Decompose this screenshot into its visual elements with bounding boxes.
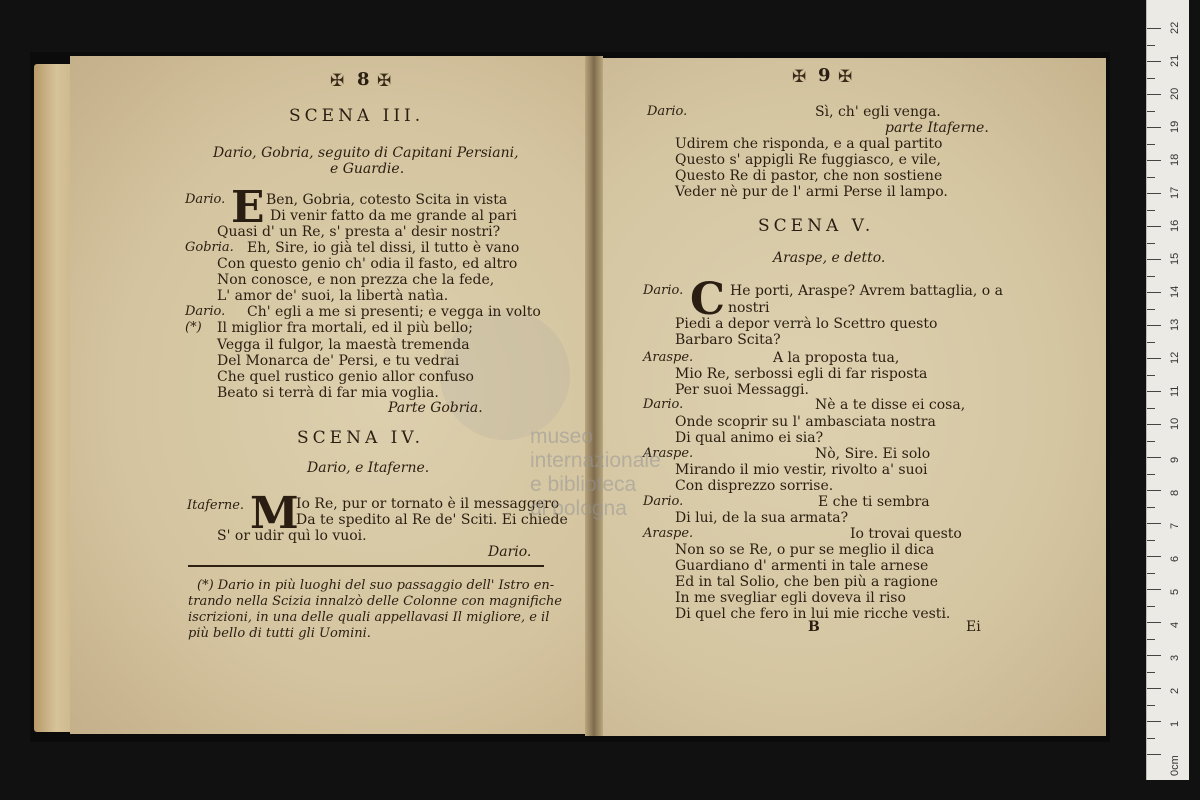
ruler-number: 13	[1169, 318, 1181, 331]
ruler-tick	[1147, 144, 1155, 145]
speaker-name: Araspe.	[643, 446, 694, 461]
stage-direction: Dario, Gobria, seguito di Capitani Persiani,	[213, 145, 519, 161]
drop-capital: E	[231, 182, 265, 233]
speaker-name: (*)	[185, 320, 202, 335]
verse-line: L' amor de' suoi, la libertà natìa.	[217, 288, 449, 304]
verse-line: Nè a te disse ei cosa,	[815, 397, 966, 413]
speaker-name: Dario.	[643, 397, 684, 412]
verse-line: Del Monarca de' Persi, e tu vedrai	[217, 353, 460, 369]
verse-line: Vegga il fulgor, la maestà tremenda	[217, 337, 470, 353]
speaker-name: Araspe.	[643, 350, 694, 365]
verse-line: Io trovai questo	[850, 526, 962, 542]
verse-line: parte Itaferne.	[885, 120, 989, 136]
footnote-line: (*) Dario in più luoghi del suo passaggio dell' Istro en-	[197, 578, 555, 593]
ruler-tick	[1147, 243, 1155, 244]
footnote-line: più bello di tutti gli Uomini.	[188, 626, 371, 641]
verse-line: Con disprezzo sorrise.	[675, 478, 834, 494]
ruler-tick	[1147, 754, 1161, 755]
verse-line: He porti, Araspe? Avrem battaglia, o a	[730, 283, 1004, 299]
ruler-tick	[1147, 292, 1161, 293]
ruler-tick	[1147, 589, 1161, 590]
ruler-tick	[1147, 655, 1161, 656]
divider	[188, 565, 544, 567]
signature-mark: B	[808, 619, 820, 635]
ruler-tick	[1147, 606, 1155, 607]
watermark-line: museo internazionale	[530, 425, 661, 472]
verse-line: A la proposta tua,	[773, 350, 900, 366]
speaker-name: Dario.	[647, 104, 688, 119]
speaker-name: Itaferne.	[187, 498, 245, 513]
ruler-tick	[1147, 688, 1161, 689]
ruler-tick	[1147, 375, 1155, 376]
verse-line: Che quel rustico genio allor confuso	[217, 369, 474, 385]
speaker-name: Dario.	[185, 192, 226, 207]
ruler-tick	[1147, 573, 1155, 574]
speaker-name: Araspe.	[643, 526, 694, 541]
ruler-tick	[1147, 738, 1155, 739]
ruler-tick	[1147, 507, 1155, 508]
ruler-tick	[1147, 78, 1155, 79]
verse-line: Mirando il mio vestir, rivolto a' suoi	[675, 462, 928, 478]
verse-line: Eh, Sire, io già tel dissi, il tutto è vano	[247, 240, 520, 256]
ruler-number: 1	[1169, 720, 1181, 727]
verse-line: Di quel che fero in lui mie ricche vesti.	[675, 606, 951, 622]
ruler-tick	[1147, 391, 1161, 392]
ornament-icon: ✠	[330, 71, 345, 91]
verse-line: Il miglior fra mortali, ed il più bello;	[217, 320, 473, 336]
ruler-number: 5	[1169, 588, 1181, 595]
ruler-tick	[1147, 457, 1161, 458]
ruler-number: 17	[1169, 186, 1181, 199]
ruler-number: 10	[1169, 417, 1181, 430]
drop-capital: M	[250, 488, 299, 539]
ruler-number: 20	[1169, 87, 1181, 100]
verse-line: In me svegliar egli doveva il riso	[675, 590, 906, 606]
footnote-line: iscrizioni, in una delle quali appellavasi Il migliore, e il	[188, 610, 550, 625]
ruler-number: 11	[1169, 385, 1181, 397]
ruler-tick	[1147, 424, 1161, 425]
ruler-tick	[1147, 639, 1155, 640]
verse-line: Di lui, de la sua armata?	[675, 510, 849, 526]
verse-line: Sì, ch' egli venga.	[815, 104, 941, 120]
ruler-tick	[1147, 28, 1161, 29]
ruler-origin-label: 0cm	[1169, 755, 1181, 776]
ruler-tick	[1147, 705, 1155, 706]
verse-line: Questo Re di pastor, che non sostiene	[675, 168, 943, 184]
verse-line: Io Re, pur or tornato è il messaggero	[296, 496, 560, 512]
ruler-tick	[1147, 540, 1155, 541]
catchword: Ei	[966, 619, 981, 635]
ruler-tick	[1147, 45, 1155, 46]
ruler-number: 16	[1169, 219, 1181, 232]
stage-direction: Araspe, e detto.	[773, 250, 886, 266]
footnote-line: trando nella Scizia innalzò delle Colonne con magnifiche	[188, 594, 563, 609]
ruler-number: 3	[1169, 654, 1181, 661]
ruler-number: 8	[1169, 489, 1181, 496]
verse-line: Di qual animo ei sia?	[675, 430, 824, 446]
ruler-tick	[1147, 474, 1155, 475]
ruler-number: 4	[1169, 621, 1181, 628]
stage-direction: e Guardie.	[330, 161, 405, 177]
verse-line: Da te spedito al Re de' Sciti. Ei chiede	[296, 512, 568, 528]
verse-line: Non so se Re, o pur se meglio il dica	[675, 542, 935, 558]
ruler-tick	[1147, 276, 1155, 277]
ruler-tick	[1147, 226, 1161, 227]
speaker-name: Dario.	[488, 544, 532, 560]
ruler-number: 14	[1169, 285, 1181, 298]
drop-capital: C	[690, 274, 726, 325]
ruler-tick	[1147, 672, 1155, 673]
verse-line: Di venir fatto da me grande al pari	[270, 208, 517, 224]
ruler-tick	[1147, 259, 1161, 260]
stage-direction: Dario, e Itaferne.	[307, 460, 430, 476]
ruler-tick	[1147, 408, 1155, 409]
verse-line: Non conosce, e non prezza che la fede,	[217, 272, 495, 288]
ruler-number: 9	[1169, 456, 1181, 463]
ruler-number: 2	[1169, 687, 1181, 694]
ruler-tick	[1147, 94, 1161, 95]
page-number: 8	[357, 69, 370, 90]
ornament-icon: ✠	[377, 71, 392, 91]
ruler-tick	[1147, 309, 1155, 310]
ruler-tick	[1147, 622, 1161, 623]
verse-line: Veder nè pur de l' armi Perse il lampo.	[675, 184, 948, 200]
ruler-number: 22	[1169, 21, 1181, 34]
ruler-tick	[1147, 441, 1155, 442]
verse-line: E che ti sembra	[818, 494, 930, 510]
ruler-tick	[1147, 127, 1161, 128]
verse-line: Questo s' appigli Re fuggiasco, e vile,	[675, 152, 941, 168]
ruler-tick	[1147, 490, 1161, 491]
ruler-tick	[1147, 325, 1161, 326]
verse-line: Per suoi Messaggi.	[675, 382, 809, 398]
ruler-number: 21	[1169, 54, 1181, 67]
watermark-line: di bologna	[530, 497, 627, 520]
ornament-icon: ✠	[792, 67, 807, 87]
speaker-name: Dario.	[185, 304, 226, 319]
page-number: 9	[818, 65, 831, 86]
ruler-tick	[1147, 342, 1155, 343]
verse-line: Nò, Sire. Ei solo	[815, 446, 931, 462]
speaker-name: Dario.	[643, 283, 684, 298]
scene-heading: SCENA V.	[758, 216, 875, 236]
verse-line: Beato si terrà di far mia voglia.	[217, 385, 439, 401]
ruler-tick	[1147, 193, 1161, 194]
ruler-tick	[1147, 210, 1155, 211]
watermark-line: e biblioteca	[530, 473, 637, 496]
book-gutter	[585, 56, 603, 736]
ruler-number: 12	[1169, 351, 1181, 364]
verse-line: Ed in tal Solio, che ben più a ragione	[675, 574, 938, 590]
ruler-tick	[1147, 160, 1161, 161]
ruler-number: 18	[1169, 153, 1181, 166]
verse-line: Onde scoprir su l' ambasciata nostra	[675, 414, 936, 430]
ruler-number: 7	[1169, 522, 1181, 529]
ruler-tick	[1147, 523, 1161, 524]
verse-line: Udirem che risponda, e a qual partito	[675, 136, 943, 152]
verse-line: nostri	[728, 300, 770, 316]
scene-heading: SCENA IV.	[297, 428, 425, 448]
verse-line: Barbaro Scita?	[675, 332, 781, 348]
verse-line: Con questo genio ch' odia il fasto, ed altro	[217, 256, 518, 272]
scene-heading: SCENA III.	[289, 106, 425, 126]
ruler-number: 19	[1169, 120, 1181, 133]
verse-line: Guardiano d' armenti in tale arnese	[675, 558, 929, 574]
watermark	[530, 425, 660, 521]
exit-direction: Parte Gobria.	[388, 400, 483, 416]
ruler-number: 6	[1169, 555, 1181, 562]
verse-line: Ben, Gobria, cotesto Scita in vista	[266, 192, 508, 208]
ruler-tick	[1147, 61, 1161, 62]
measurement-ruler	[1146, 0, 1189, 780]
ruler-tick	[1147, 111, 1155, 112]
verse-line: Ch' egli a me si presenti; e vegga in volto	[247, 304, 541, 320]
ornament-icon: ✠	[838, 67, 853, 87]
verse-line: Quasi d' un Re, s' presta a' desir nostri?	[217, 224, 501, 240]
ruler-tick	[1147, 721, 1161, 722]
verse-line: Mio Re, serbossi egli di far risposta	[675, 366, 928, 382]
ruler-tick	[1147, 556, 1161, 557]
verse-line: Piedi a depor verrà lo Scettro questo	[675, 316, 938, 332]
speaker-name: Dario.	[643, 494, 684, 509]
ruler-number: 15	[1169, 252, 1181, 265]
verse-line: S' or udir quì lo vuoi.	[217, 528, 367, 544]
ruler-tick	[1147, 177, 1155, 178]
speaker-name: Gobria.	[185, 240, 234, 255]
ruler-tick	[1147, 358, 1161, 359]
